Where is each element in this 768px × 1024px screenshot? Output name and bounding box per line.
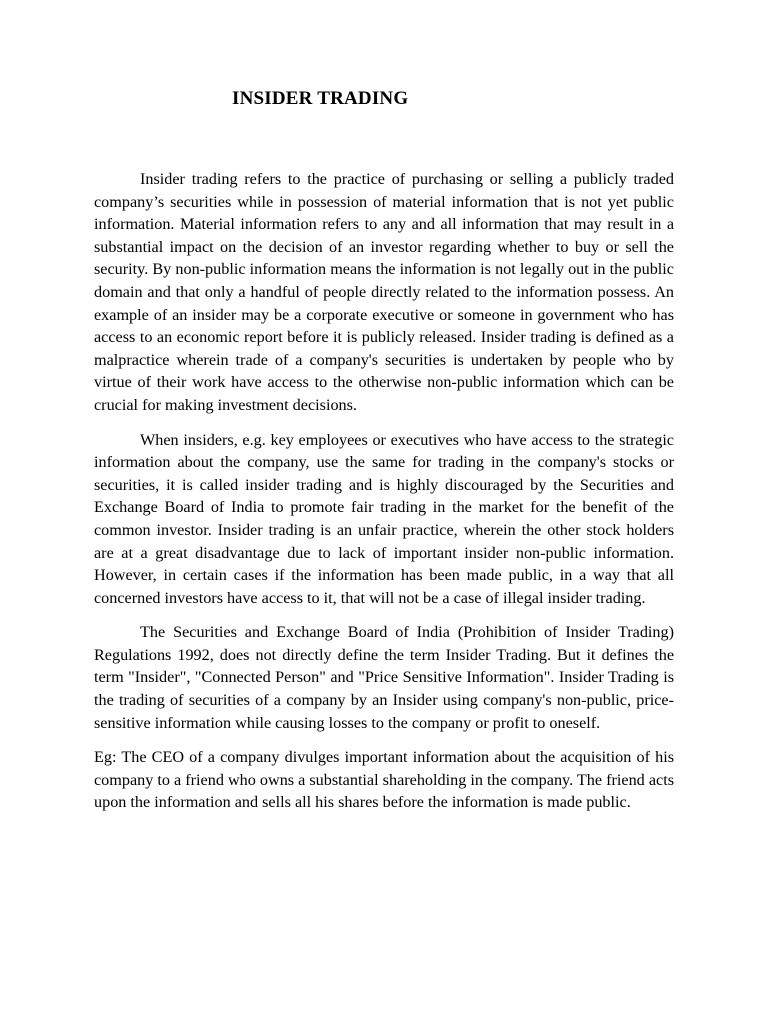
paragraph-example: Eg: The CEO of a company divulges important information about the acquisition of his company to a friend who owns a substantial shareholding in the company. The friend acts upon the information and sells all his shares before the information is made public. <box>94 748 674 812</box>
paragraph-regulations: The Securities and Exchange Board of India (Prohibition of Insider Trading) Regulations 1992, does not directly define the term Insider Trading. But it defines the term "Insider", "Connected Person" and "Price Sensitive Information". Insider Trading is the trading of securities of a company by an Insider using company's non-public, price-sensitive information while causing losses to the company or profit to oneself. <box>94 623 674 732</box>
paragraph-definition: Insider trading refers to the practice of purchasing or selling a publicly traded company’s securities while in possession of material information that is not yet public information. Material information refers to any and all information that may result in a substantial impact on the decision of an investor regarding whether to buy or sell the security. By non-public information means the information is not legally out in the public domain and that only a handful of people directly related to the information possess. An example of an insider may be a corporate executive or someone in government who has access to an economic report before it is publicly released. Insider trading is defined as a malpractice wherein trade of a company's securities is undertaken by people who by virtue of their work have access to the otherwise non-public information which can be crucial for making investment decisions. <box>94 170 674 414</box>
document-body <box>94 168 674 826</box>
document-title: INSIDER TRADING <box>232 88 409 109</box>
paragraph-insiders: When insiders, e.g. key employees or executives who have access to the strategic information about the company, use the same for trading in the company's stocks or securities, it is called insider trading and is highly discouraged by the Securities and Exchange Board of India to promote fair trading in the market for the benefit of the common investor. Insider trading is an unfair practice, wherein the other stock holders are at a great disadvantage due to lack of important insider non-public information. However, in certain cases if the information has been made public, in a way that all concerned investors have access to it, that will not be a case of illegal insider trading. <box>94 430 674 607</box>
